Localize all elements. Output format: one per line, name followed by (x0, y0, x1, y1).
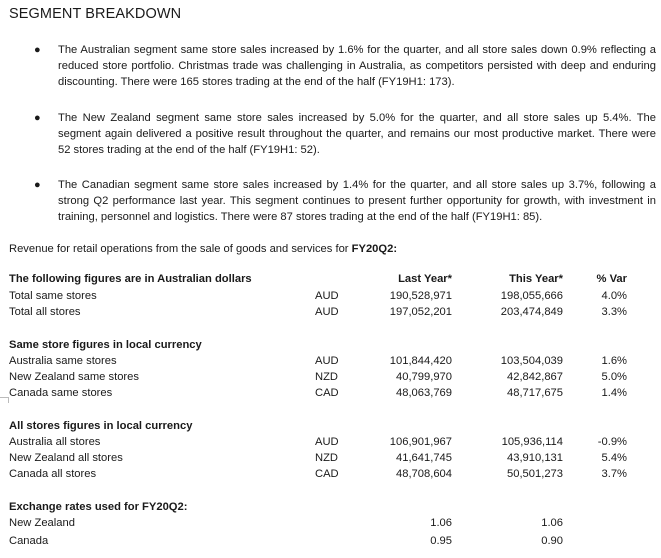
row-currency: AUD (315, 436, 339, 448)
row-last-year: 40,799,970 (396, 371, 452, 383)
row-this-year: 198,055,666 (500, 290, 563, 302)
bullet-text: The Australian segment same store sales increased by 1.6% for the quarter, and all store sales down 0.9% reflecting a reduced store portfolio. Christmas trade was challenging in Australia, as competitors persisted with deep and enduring discounting. There were 165 stores trading at the end of the half (FY19H1: 173). (58, 44, 656, 88)
row-last-year: 48,708,604 (396, 468, 452, 480)
row-label: New Zealand all stores (9, 452, 123, 464)
table-anchor-mark (0, 397, 9, 403)
bullet-canada (36, 177, 656, 225)
row-this-year: 43,910,131 (507, 452, 563, 464)
table-row (9, 306, 649, 322)
row-label: New Zealand same stores (9, 371, 139, 383)
table-row (9, 371, 649, 387)
row-currency: AUD (315, 306, 339, 318)
section-title: SEGMENT BREAKDOWN (9, 6, 182, 22)
row-currency: CAD (315, 387, 339, 399)
bullet-australia (36, 42, 656, 90)
row-var: 1.6% (601, 355, 627, 367)
row-label: Canada (9, 535, 49, 547)
row-last-year: 106,901,967 (389, 436, 452, 448)
row-label: Canada all stores (9, 468, 97, 480)
all-stores-heading (9, 420, 649, 436)
row-currency: CAD (315, 468, 339, 480)
section-heading: All stores figures in local currency (9, 420, 193, 432)
row-last-year: 41,641,745 (396, 452, 452, 464)
header-this-year: This Year* (509, 273, 563, 285)
bullet-icon: ● (34, 44, 41, 56)
row-var: 1.4% (601, 387, 627, 399)
row-currency: AUD (315, 290, 339, 302)
row-last-year: 0.95 (430, 535, 452, 547)
table-row (9, 517, 649, 533)
row-this-year: 1.06 (541, 517, 563, 529)
same-store-heading (9, 339, 649, 355)
row-label: Total same stores (9, 290, 97, 302)
bullet-icon: ● (34, 112, 41, 124)
row-var: 3.3% (601, 306, 627, 318)
row-label: Total all stores (9, 306, 81, 318)
table-header (9, 273, 649, 289)
bullet-icon: ● (34, 179, 41, 191)
row-this-year: 48,717,675 (507, 387, 563, 399)
row-this-year: 50,501,273 (507, 468, 563, 480)
row-this-year: 203,474,849 (500, 306, 563, 318)
row-this-year: 105,936,114 (501, 436, 563, 448)
row-this-year: 42,842,867 (507, 371, 563, 383)
row-last-year: 197,052,201 (389, 306, 452, 318)
row-var: 3.7% (601, 468, 627, 480)
row-this-year: 0.90 (541, 535, 563, 547)
section-heading: Exchange rates used for FY20Q2: (9, 501, 188, 513)
row-last-year: 48,063,769 (396, 387, 452, 399)
table-row (9, 468, 649, 484)
intro-text: Revenue for retail operations from the sale of goods and services for (9, 243, 352, 255)
row-last-year: 1.06 (430, 517, 452, 529)
row-var: 5.0% (601, 371, 627, 383)
header-var: % Var (596, 273, 627, 285)
row-label: New Zealand (9, 517, 75, 529)
table-row (9, 452, 649, 468)
row-last-year: 101,844,420 (389, 355, 452, 367)
header-label: The following figures are in Australian dollars (9, 273, 252, 285)
row-currency: AUD (315, 355, 339, 367)
table-row (9, 387, 649, 403)
row-var: 5.4% (601, 452, 627, 464)
bullet-text: The Canadian segment same store sales increased by 1.4% for the quarter, and all store sales up 3.7%, following a strong Q2 performance last year. This segment continues to present further opportunity for growth, with investment in training, personnel and logistics. There were 87 stores trading at the end of the half (FY19H1: 85). (58, 179, 656, 223)
table-row (9, 290, 649, 306)
exchange-heading (9, 501, 649, 517)
section-heading: Same store figures in local currency (9, 339, 202, 351)
row-var: 4.0% (601, 290, 627, 302)
bullet-new-zealand (36, 110, 656, 158)
row-last-year: 190,528,971 (389, 290, 452, 302)
bullet-text: The New Zealand segment same store sales increased by 5.0% for the quarter, and all store sales up 5.4%. The segment again delivered a positive result throughout the quarter, and remains our most productive market. There were 52 stores trading at the end of the half (FY19H1: 52). (58, 112, 656, 156)
row-label: Australia all stores (9, 436, 101, 448)
row-currency: NZD (315, 452, 338, 464)
row-var: -0.9% (597, 436, 627, 448)
table-row (9, 535, 649, 551)
table-row (9, 436, 649, 452)
revenue-intro (9, 243, 397, 255)
row-label: Canada same stores (9, 387, 113, 399)
intro-period: FY20Q2: (351, 243, 398, 255)
row-label: Australia same stores (9, 355, 117, 367)
header-last-year: Last Year* (398, 273, 452, 285)
row-currency: NZD (315, 371, 338, 383)
table-row (9, 355, 649, 371)
row-this-year: 103,504,039 (500, 355, 563, 367)
